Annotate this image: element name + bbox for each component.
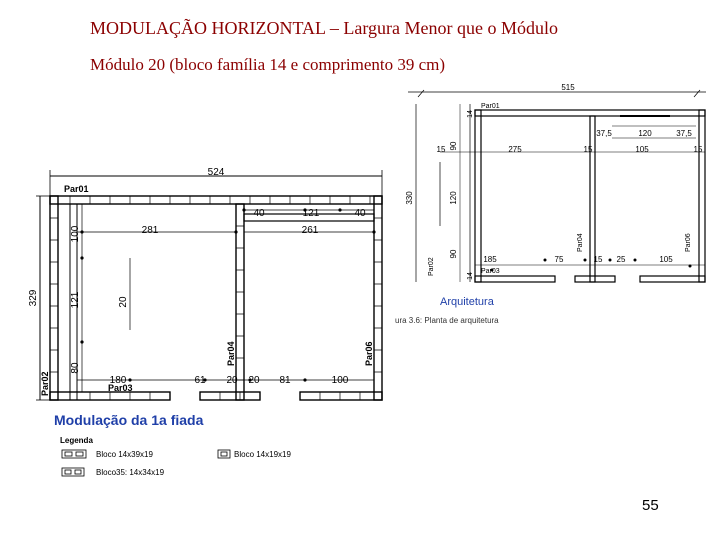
- left-plan: [36, 170, 382, 400]
- left-side-dim-1: 121: [70, 291, 81, 309]
- right-dim-total: 515: [561, 83, 575, 92]
- left-label-par01: Par01: [64, 184, 89, 194]
- left-top-dim-2: 40: [354, 208, 366, 219]
- right-mid-dim-4: 15: [693, 145, 703, 154]
- right-bottom-dim-1: 75: [554, 255, 564, 264]
- legend-title: Legenda: [60, 436, 93, 445]
- left-label-par06: Par06: [364, 341, 374, 366]
- right-label-par04: Par04: [577, 233, 584, 252]
- left-top-dim-4: 261: [301, 225, 319, 236]
- right-dim-height: 330: [405, 191, 414, 205]
- left-side-dim-0: 100: [70, 225, 81, 243]
- left-bottom-dim-0: 180: [109, 375, 127, 386]
- right-side-dim-2: 120: [449, 191, 458, 205]
- left-label-par02: Par02: [40, 371, 50, 396]
- left-label-par03: Par03: [108, 383, 133, 393]
- right-bottom-dim-2: 15: [593, 255, 603, 264]
- left-mid-dim: 20: [118, 296, 129, 308]
- left-top-dim-3: 281: [141, 225, 159, 236]
- left-bottom-dim-3: 20: [248, 375, 260, 386]
- right-bottom-dim-0: 185: [483, 255, 497, 264]
- legend-item-1: Bloco 14x39x19: [96, 450, 153, 459]
- legend: [60, 436, 291, 477]
- left-top-dim-1: 121: [302, 208, 320, 219]
- legend-swatch-1: [62, 450, 86, 458]
- left-label-par04: Par04: [226, 341, 236, 366]
- right-label-par01: Par01: [481, 103, 500, 110]
- left-dim-total: 524: [207, 167, 225, 178]
- legend-swatch-3: [62, 468, 84, 476]
- right-top-dim-2: 37,5: [676, 129, 692, 138]
- right-side-dim-3: 90: [449, 249, 458, 259]
- right-side-dim-4: 14: [467, 272, 474, 280]
- left-dim-height: 329: [28, 289, 39, 307]
- left-top-dim-0: 40: [253, 208, 265, 219]
- right-label-par06: Par06: [685, 233, 692, 252]
- right-label-par03: Par03: [481, 268, 500, 275]
- right-top-dim-0: 37,5: [596, 129, 612, 138]
- slide-subtitle: Módulo 20 (bloco família 14 e comprimento 39 cm): [90, 55, 446, 74]
- right-label-par02: Par02: [428, 257, 435, 276]
- right-side-dim-1: 90: [449, 141, 458, 151]
- page-number: 55: [642, 497, 659, 514]
- right-caption: ura 3.6: Planta de arquitetura: [395, 316, 499, 325]
- right-mid-dim-1: 275: [508, 145, 522, 154]
- right-side-dim-0: 14: [467, 110, 474, 118]
- left-caption: Modulação da 1a fiada: [54, 412, 204, 428]
- right-mid-dim-3: 105: [635, 145, 649, 154]
- left-bottom-dim-5: 100: [331, 375, 349, 386]
- right-mid-dim-2: 15: [583, 145, 593, 154]
- legend-swatch-2: [218, 450, 230, 458]
- legend-item-2: Bloco 14x19x19: [234, 450, 291, 459]
- right-bottom-dim-3: 25: [616, 255, 626, 264]
- right-label: Arquitetura: [440, 296, 494, 308]
- right-mid-dim-0: 15: [436, 145, 446, 154]
- left-bottom-dim-4: 81: [279, 375, 291, 386]
- right-bottom-dim-4: 105: [659, 255, 673, 264]
- left-bottom-dim-1: 61: [194, 375, 206, 386]
- slide-title: MODULAÇÃO HORIZONTAL – Largura Menor que o Módulo: [90, 18, 558, 38]
- left-bottom-dim-2: 20: [226, 375, 238, 386]
- legend-item-3: Bloco35: 14x34x19: [96, 468, 165, 477]
- right-top-dim-1: 120: [638, 129, 652, 138]
- left-side-dim-2: 80: [70, 362, 81, 374]
